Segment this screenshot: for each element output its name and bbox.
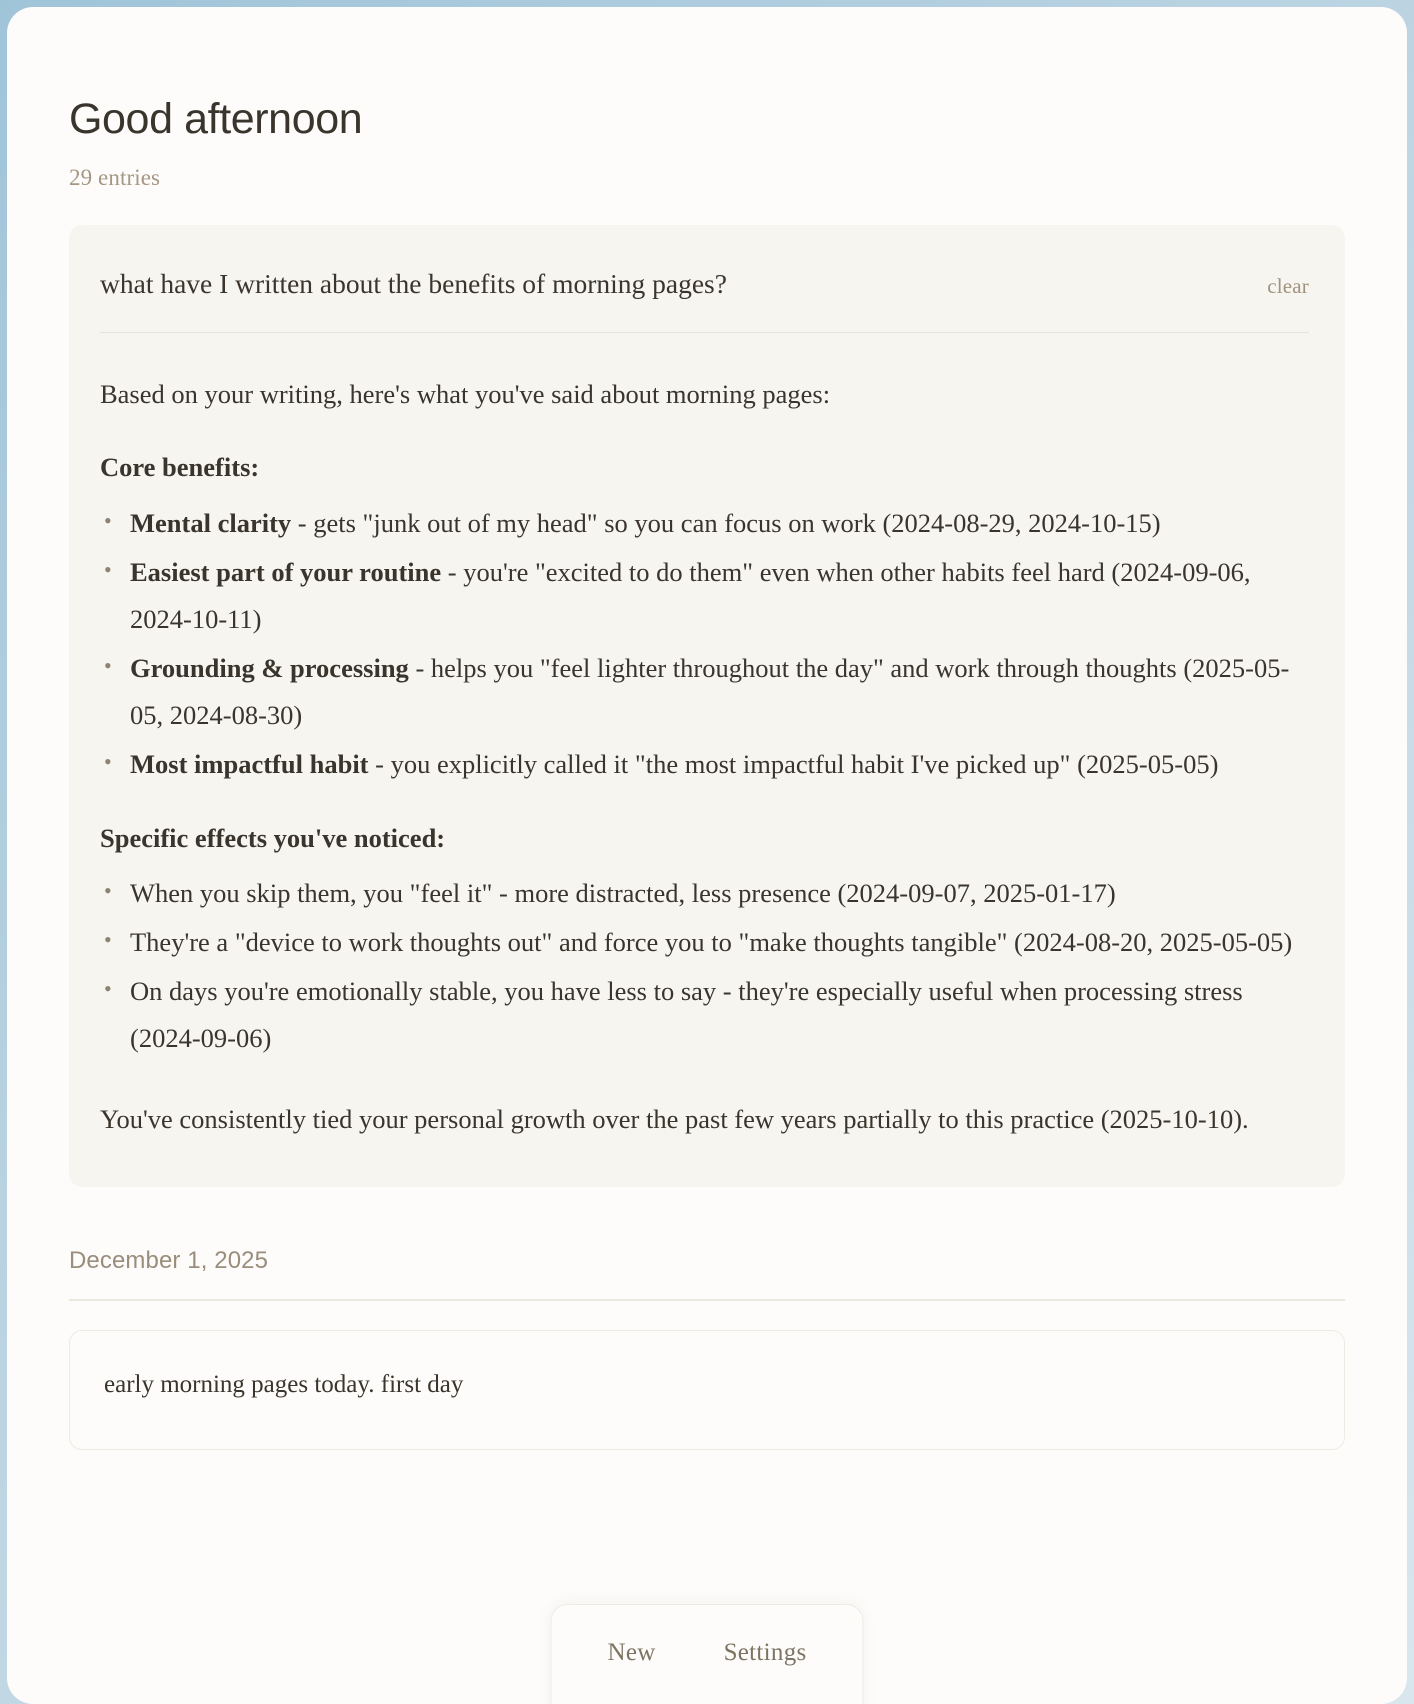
bullet-item xyxy=(100,968,1309,1062)
answer-closing: You've consistently tied your personal growth over the past few years partially to this practice (2025-10-10). xyxy=(100,1104,1249,1135)
query-row xyxy=(100,265,1309,333)
bullet-item xyxy=(100,919,1309,966)
entry-date-label: December 1, 2025 xyxy=(69,1247,269,1275)
bullet-text: - helps you "feel lighter throughout the day" and work through thoughts (2025-05-05, 2024-08-30) xyxy=(130,653,1290,731)
bullet-list xyxy=(100,500,1309,789)
bullet-lead: Grounding & processing xyxy=(130,653,409,684)
bullet-item xyxy=(100,870,1309,917)
bullet-lead: Easiest part of your routine xyxy=(130,556,442,587)
entry-card[interactable] xyxy=(69,1330,1345,1450)
bullet-text: - you explicitly called it "the most impactful habit I've picked up" (2025-05-05) xyxy=(368,749,1219,780)
bullet-text: When you skip them, you "feel it" - more distracted, less presence (2024-09-07, 2025-01-17) xyxy=(130,877,1116,908)
entry-snippet: early morning pages today. first day xyxy=(104,1371,464,1399)
bottom-toolbar xyxy=(550,1604,863,1704)
bullet-lead: Mental clarity xyxy=(130,507,292,538)
answer-intro: Based on your writing, here's what you've said about morning pages: xyxy=(100,379,831,410)
answer-card xyxy=(69,225,1345,1187)
new-entry-button[interactable]: New xyxy=(581,1629,681,1677)
clear-button[interactable]: clear xyxy=(1267,274,1309,299)
section-heading: Specific effects you've noticed: xyxy=(100,822,446,853)
scroll-area[interactable] xyxy=(7,7,1407,1704)
entry-count-label: 29 entries xyxy=(69,165,161,191)
bullet-list xyxy=(100,870,1309,1063)
page-header xyxy=(69,7,1345,191)
bullet-item xyxy=(100,500,1309,547)
entry-divider xyxy=(69,1299,1345,1301)
bullet-text: On days you're emotionally stable, you have less to say - they're especially useful when processing stress (2024-09-06) xyxy=(130,976,1243,1054)
settings-button[interactable]: Settings xyxy=(698,1629,833,1677)
bullet-item xyxy=(100,741,1309,788)
bullet-text: - you're "excited to do them" even when other habits feel hard (2024-09-06, 2024-10-11) xyxy=(130,556,1251,634)
page-title: Good afternoon xyxy=(69,95,363,143)
bullet-lead: Most impactful habit xyxy=(130,749,369,780)
bullet-text: - gets "junk out of my head" so you can focus on work (2024-08-29, 2024-10-15) xyxy=(291,507,1161,538)
bullet-item xyxy=(100,645,1309,739)
bullet-item xyxy=(100,549,1309,643)
query-text: what have I written about the benefits of morning pages? xyxy=(100,268,727,300)
bullet-text: They're a "device to work thoughts out" and force you to "make thoughts tangible" (2024-08-20, 2025-05-05) xyxy=(130,926,1293,957)
answer-sections xyxy=(100,444,1309,1062)
answer-body xyxy=(100,333,1309,1143)
section-heading: Core benefits: xyxy=(100,452,260,483)
page-content xyxy=(7,7,1407,1450)
app-window xyxy=(7,7,1407,1704)
